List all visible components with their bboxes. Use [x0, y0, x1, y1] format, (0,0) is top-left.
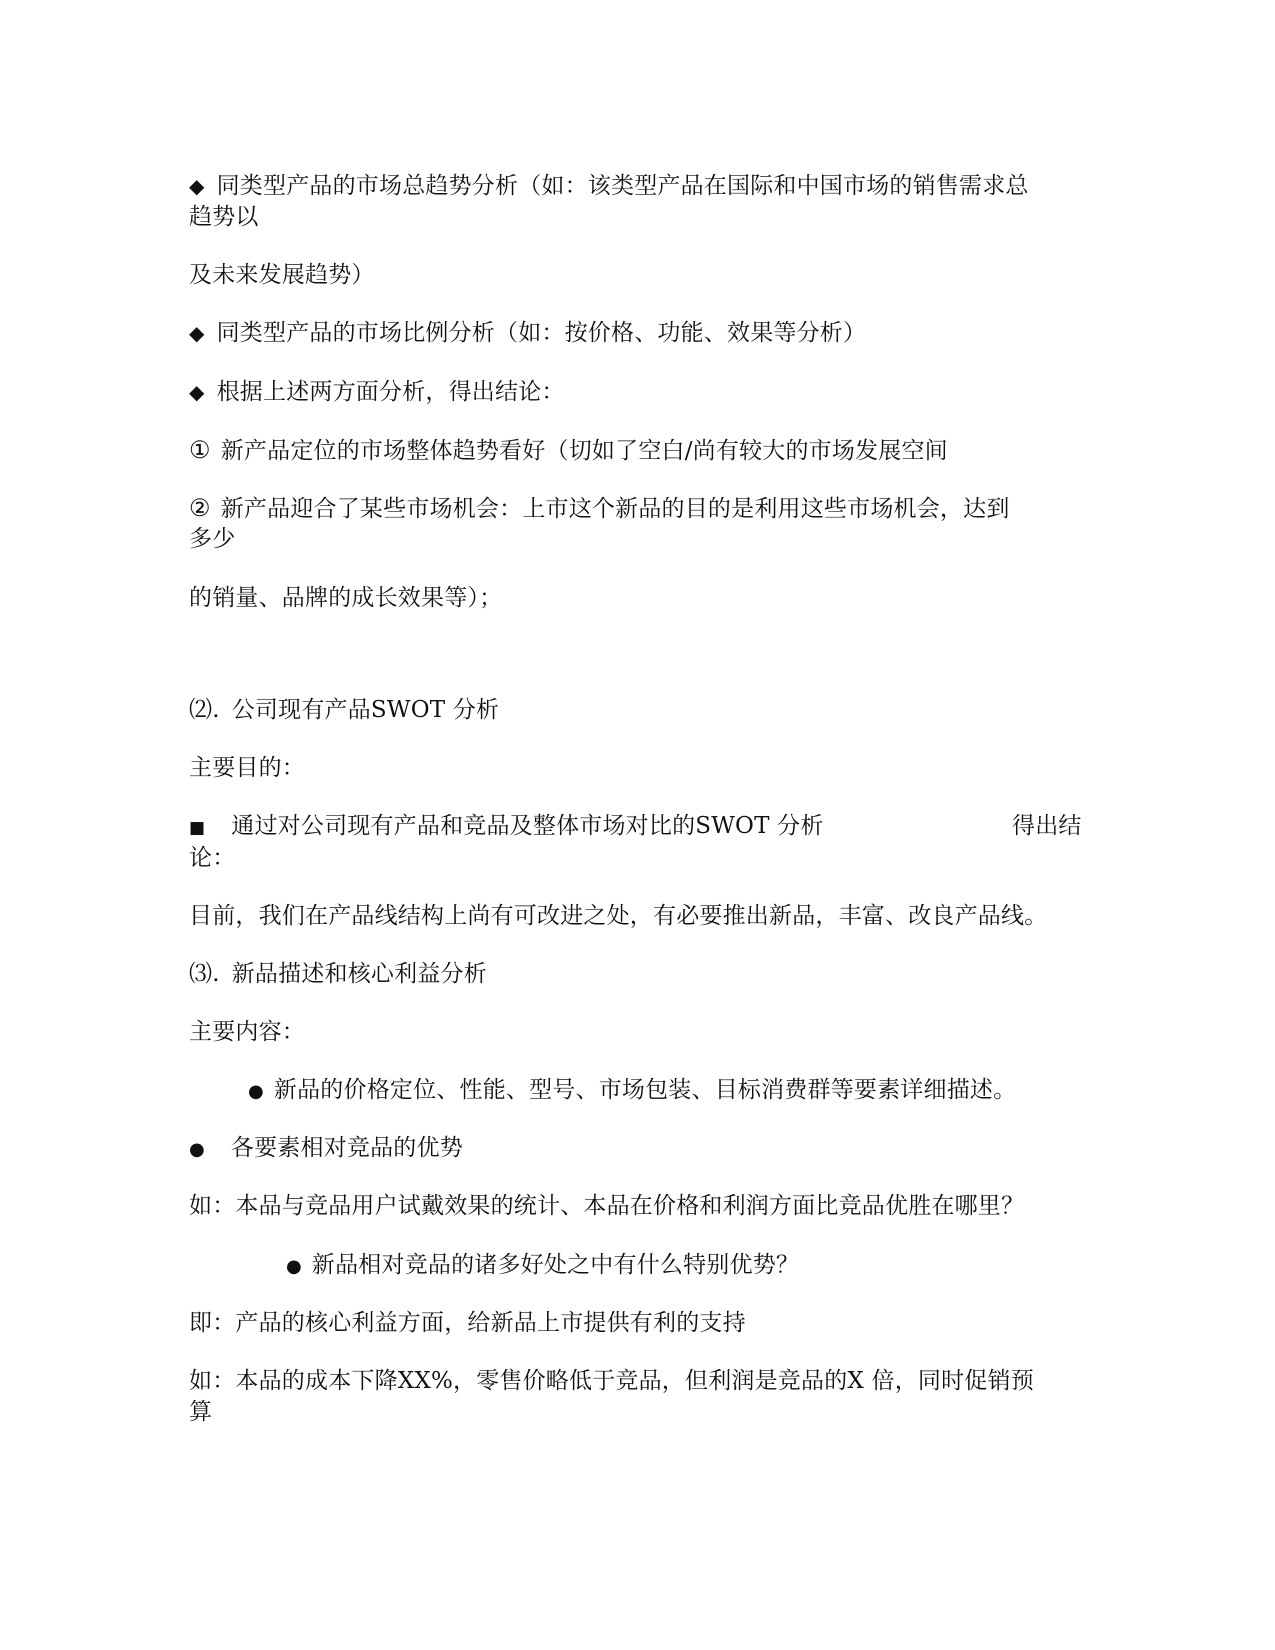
line-text: 同类型产品的市场比例分析（如：按价格、功能、效果等分析）: [216, 320, 867, 346]
text-line: [189, 582, 502, 614]
text-line: [189, 842, 235, 874]
text-line: [189, 1396, 212, 1428]
dot-bullet-icon: ●: [189, 1139, 205, 1160]
dot-bullet-icon: ●: [286, 1256, 302, 1277]
diamond-bullet-icon: ◆: [189, 321, 205, 345]
bullet-conclusion: [189, 376, 565, 408]
section-number: ⑵.: [189, 697, 220, 723]
text-line: [189, 1307, 746, 1339]
line-text: 新品描述和核心利益分析: [231, 961, 487, 987]
numbered-item-1: [189, 434, 948, 467]
text-line: [189, 900, 1047, 932]
line-text: 新产品迎合了某些市场机会：上市这个新品的目的是利用这些市场机会，达到: [220, 496, 1010, 522]
text-line: [189, 752, 305, 784]
line-text: 趋势以: [189, 204, 259, 230]
line-text: 及未来发展趋势）: [189, 262, 375, 288]
line-text: 即：产品的核心利益方面，给新品上市提供有利的支持: [189, 1310, 746, 1336]
square-bullet-icon: ■: [189, 818, 206, 838]
line-text: 公司现有产品SWOT 分析: [231, 697, 500, 723]
bullet-special-advantage: [286, 1249, 799, 1283]
bullet-swot-purpose: [189, 810, 1089, 844]
line-text: 多少: [189, 526, 236, 552]
dot-bullet-icon: ●: [248, 1081, 264, 1102]
line-text: 如：本品与竞品用户试戴效果的统计、本品在价格和利润方面比竞品优胜在哪里？: [189, 1193, 1025, 1219]
circled-number: ②: [189, 494, 211, 522]
line-text: 主要内容：: [189, 1019, 305, 1045]
line-text: 同类型产品的市场总趋势分析（如：该类型产品在国际和中国市场的销售需求总: [216, 173, 1029, 199]
line-text: 各要素相对竞品的优势: [230, 1135, 463, 1161]
bullet-new-product-desc: [248, 1074, 1016, 1108]
line-text: 新品的价格定位、性能、型号、市场包装、目标消费群等要素详细描述。: [273, 1077, 1017, 1103]
bullet-element-advantage: [189, 1132, 463, 1166]
diamond-bullet-icon: ◆: [189, 380, 205, 404]
line-text: 论：: [189, 845, 236, 871]
text-line: [189, 1365, 1034, 1397]
text-line: [189, 1016, 305, 1048]
line-text: 新产品定位的市场整体趋势看好（切如了空白/尚有较大的市场发展空间: [220, 438, 948, 464]
line-text: 算: [189, 1399, 213, 1425]
line-text: 主要目的：: [189, 755, 305, 781]
line-text: 通过对公司现有产品和竞品及整体市场对比的SWOT 分析: [231, 813, 824, 839]
text-line: [189, 259, 375, 291]
line-text: 根据上述两方面分析，得出结论：: [216, 379, 565, 405]
section-number: ⑶.: [189, 961, 220, 987]
bullet-market-ratio: [189, 317, 866, 349]
line-text: 如：本品的成本下降XX%，零售价略低于竞品，但利润是竞品的X 倍，同时促销预: [189, 1368, 1034, 1394]
text-line: [189, 201, 259, 233]
line-text: 新品相对竞品的诸多好处之中有什么特别优势？: [311, 1252, 800, 1278]
text-line: [189, 1190, 1024, 1222]
line-text: 的销量、品牌的成长效果等）；: [189, 585, 503, 611]
diamond-bullet-icon: ◆: [189, 174, 205, 198]
bullet-market-trend: [189, 170, 1029, 202]
numbered-item-2: [189, 492, 1010, 525]
text-line: [189, 523, 235, 555]
circled-number: ①: [189, 436, 211, 464]
line-text: 目前，我们在产品线结构上尚有可改进之处，有必要推出新品，丰富、改良产品线。: [189, 903, 1048, 929]
line-text-right: 得出结: [1012, 813, 1082, 839]
section-heading-3: [189, 958, 487, 990]
section-heading-2: [189, 694, 499, 726]
